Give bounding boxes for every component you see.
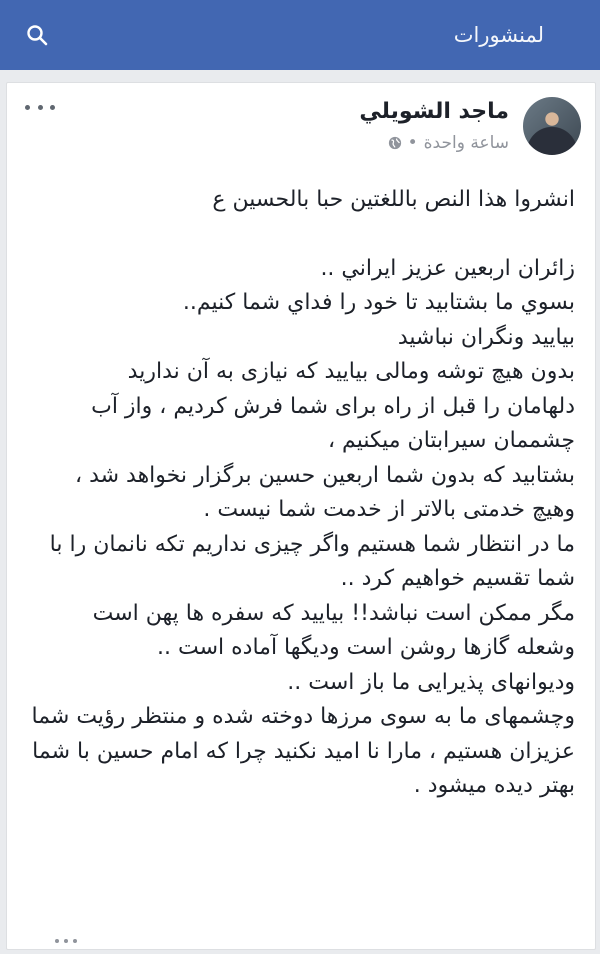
post-meta xyxy=(388,133,509,153)
search-title[interactable]: لمنشورات xyxy=(453,23,544,47)
search-button[interactable] xyxy=(20,18,54,52)
post-line: بيايید ونگران نباشيد xyxy=(397,324,575,350)
post-line: دلهامان را قبل از راه برای شما فرش کردیم ، واز آب چشممان سیرابتان میکنیم ، xyxy=(91,393,575,453)
post-time[interactable]: ساعة واحدة xyxy=(423,133,509,153)
post-line: بدون هيچ توشه ومالی بیایید که نیازی به آن ندارید xyxy=(127,359,575,384)
post-line: بسوي ما بشتابيد تا خود را فداي شما كنيم.. xyxy=(182,290,575,315)
post-text xyxy=(27,183,575,804)
globe-icon xyxy=(388,136,402,150)
more-icon xyxy=(25,105,30,110)
paragraph-spacer xyxy=(27,218,575,252)
post-header xyxy=(21,95,581,161)
post-card xyxy=(6,82,596,950)
post-line: ودیوانهای پذیرایی ما باز است .. xyxy=(287,669,575,695)
post-line: وهیچ خدمتی بالاتر از خدمت شما نیست . xyxy=(203,497,575,522)
post-line: انشروا هذا النص باللغتين حبا بالحسين ع xyxy=(212,187,575,212)
post-line: وچشمهای ما به سوی مرزها دوخته شده و منتظر رؤیت شما عزیزان هستیم ، مارا نا امید نکنید چرا که امام حسین با شما بهتر دیده میشود . xyxy=(31,704,575,798)
post-line: زائران اربعين عزيز ايراني .. xyxy=(320,255,575,281)
post-line: ما در انتظار شما هستیم واگر چیزی نداریم تکه نانمان را با شما تقسیم خواهیم کرد .. xyxy=(49,531,575,591)
search-icon xyxy=(25,23,49,47)
author-name[interactable]: ماجد الشويلي xyxy=(359,99,509,124)
top-navigation-bar xyxy=(0,0,600,70)
meta-separator: • xyxy=(407,133,418,153)
more-options-button[interactable] xyxy=(25,97,55,117)
post-line: بشتابید که بدون شما اربعین حسین برگزار نخواهد شد ، xyxy=(74,462,575,488)
post-line: مگر ممکن است نباشد!! بیایید که سفره ها پهن است وشعله گازها روشن است ودیگها آماده است .. xyxy=(92,600,575,660)
author-avatar[interactable] xyxy=(523,97,581,155)
footer-dots xyxy=(55,939,77,945)
